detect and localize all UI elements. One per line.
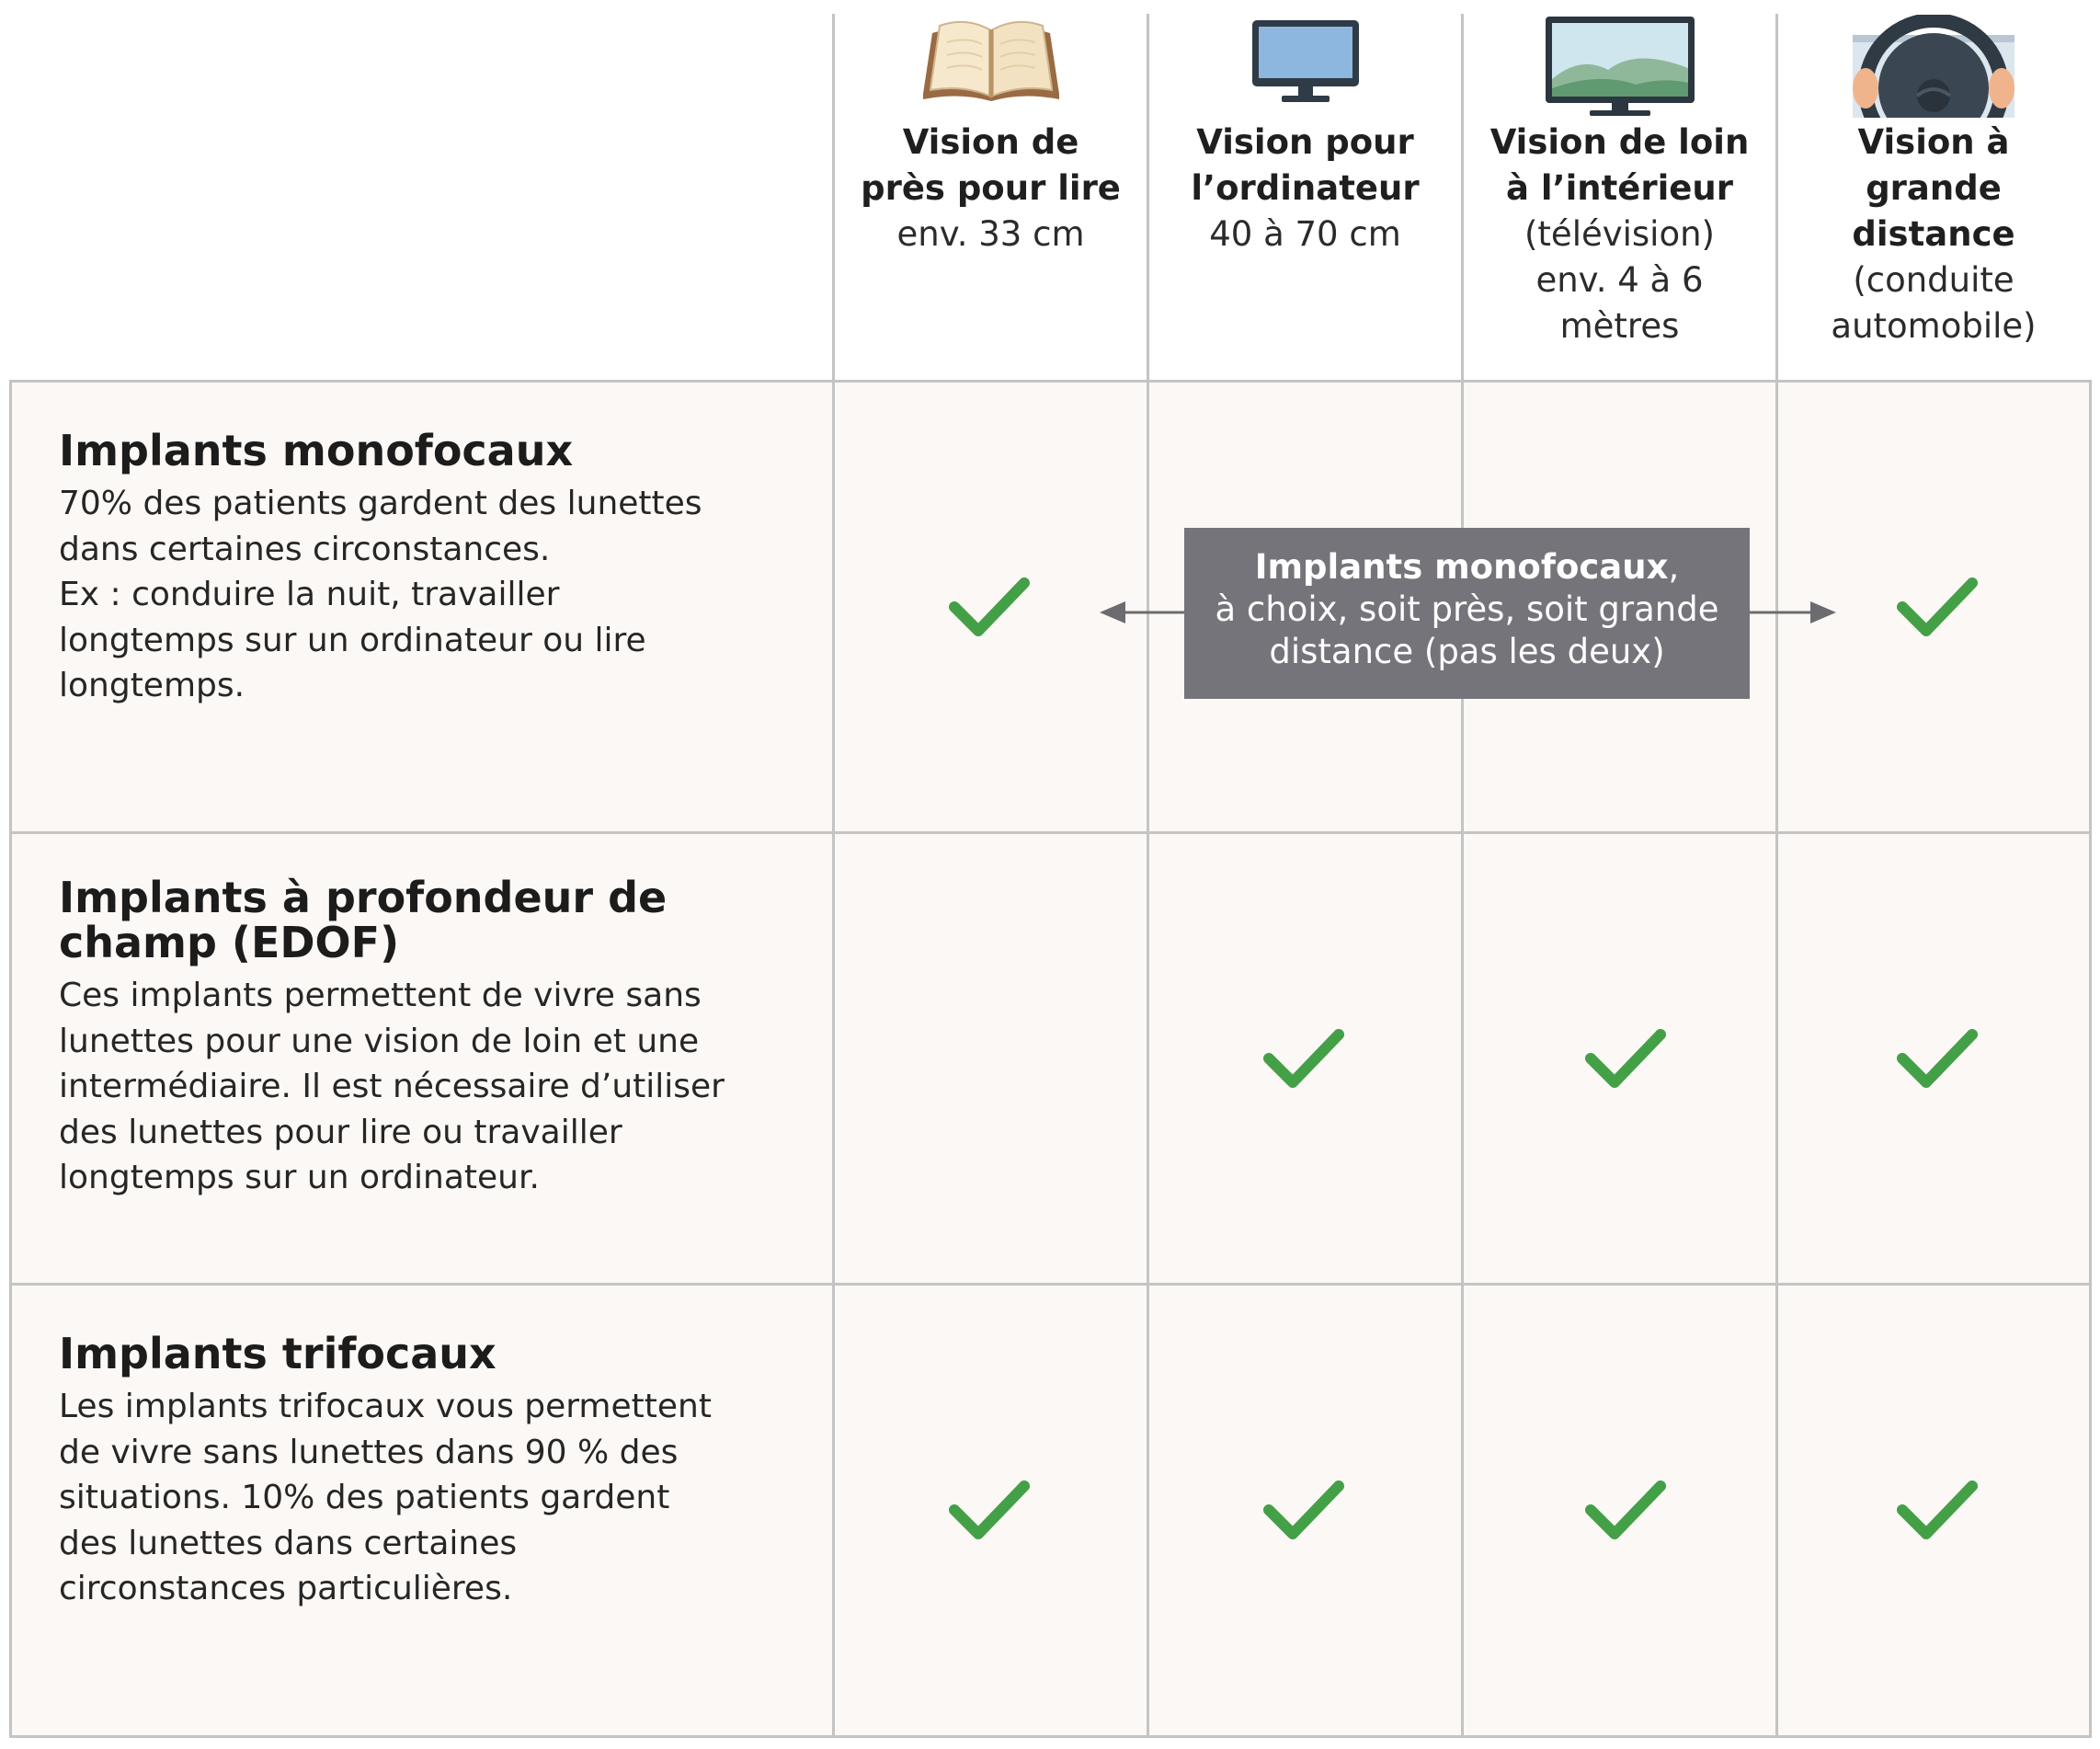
row-description-line: longtemps sur un ordinateur. <box>59 1159 540 1196</box>
column-title-line: à l’intérieur <box>1505 168 1733 208</box>
row-title <box>59 875 804 966</box>
row-description-line: intermédiaire. Il est nécessaire d’utiliser <box>59 1068 725 1105</box>
grid-line <box>9 1735 2092 1738</box>
column-subtitle-line: env. 33 cm <box>896 214 1085 254</box>
column-subtitle-line: automobile) <box>1831 306 2037 346</box>
note-title-line <box>1184 546 1750 589</box>
television-icon <box>1544 15 1696 118</box>
checkmark-icon <box>1263 1479 1344 1541</box>
column-title-line: grande <box>1866 168 2002 208</box>
note-title: Implants monofocaux <box>1254 547 1669 587</box>
row-description-line: des lunettes dans certaines <box>59 1524 518 1562</box>
column-title-line: près pour lire <box>861 168 1121 208</box>
row-description-line: situations. 10% des patients gardent <box>59 1479 670 1516</box>
checkmark-icon <box>1585 1027 1666 1090</box>
column-subtitle-line: mètres <box>1559 306 1680 346</box>
row-description <box>59 481 804 709</box>
open-book-icon <box>919 15 1063 107</box>
right-arrow-icon <box>1750 599 1836 626</box>
column-title-line: Vision de <box>902 122 1079 162</box>
checkmark-icon <box>1897 1479 1978 1541</box>
checkmark-icon <box>1897 1027 1978 1090</box>
column-subtitle-line: env. 4 à 6 <box>1535 260 1704 300</box>
note-line: distance (pas les deux) <box>1269 632 1665 671</box>
row-title: Implants monofocaux <box>59 426 574 475</box>
checkmark-icon <box>1897 576 1978 638</box>
row-trifocal <box>59 1329 804 1612</box>
row-description-line: 70% des patients gardent des lunettes <box>59 485 702 522</box>
row-title-line: Implants à profondeur de <box>59 873 668 922</box>
row-title-line: champ (EDOF) <box>59 918 400 967</box>
row-monofocal <box>59 426 804 709</box>
computer-monitor-icon <box>1250 15 1361 107</box>
grid-line <box>2089 381 2092 1738</box>
row-description-line: Ces implants permettent de vivre sans <box>59 977 702 1014</box>
column-subtitle-line: 40 à 70 cm <box>1209 214 1401 254</box>
column-subtitle-line: (télévision) <box>1524 214 1715 254</box>
column-header-indoor <box>1464 0 1775 381</box>
column-title-line: Vision de loin <box>1489 122 1750 162</box>
row-edof <box>59 875 804 1201</box>
row-description-line: circonstances particulières. <box>59 1570 513 1607</box>
row-title: Implants trifocaux <box>59 1329 496 1378</box>
checkmark-icon <box>949 576 1030 638</box>
row-description <box>59 973 804 1201</box>
row-description-line: Ex : conduire la nuit, travailler <box>59 576 560 613</box>
column-header-distance <box>1778 0 2089 381</box>
checkmark-icon <box>1585 1479 1666 1541</box>
column-title-line: distance <box>1852 214 2015 254</box>
row-description-line: longtemps sur un ordinateur ou lire <box>59 621 646 659</box>
steering-wheel-icon <box>1853 15 2014 118</box>
note-title-suffix: , <box>1668 547 1680 587</box>
row-description-line: Les implants trifocaux vous permettent <box>59 1388 712 1425</box>
checkmark-icon <box>949 1479 1030 1541</box>
column-subtitle-line: (conduite <box>1853 260 2014 300</box>
grid-line <box>9 381 12 1738</box>
grid-line <box>9 1283 2092 1286</box>
row-description-line: de vivre sans lunettes dans 90 % des <box>59 1433 679 1471</box>
column-header-near <box>835 0 1147 381</box>
row-description-line: dans certaines circonstances. <box>59 530 551 568</box>
row-description-line: longtemps. <box>59 667 245 704</box>
note-line: à choix, soit près, soit grande <box>1215 589 1719 629</box>
column-title-line: Vision pour <box>1196 122 1414 162</box>
row-description-line: des lunettes pour lire ou travailler <box>59 1113 622 1151</box>
row-description <box>59 1384 804 1612</box>
monofocal-note-box <box>1184 528 1750 699</box>
column-title-line: l’ordinateur <box>1191 168 1420 208</box>
left-arrow-icon <box>1100 599 1186 626</box>
column-header-computer <box>1149 0 1461 381</box>
row-description-line: lunettes pour une vision de loin et une <box>59 1022 700 1060</box>
column-title-line: Vision à <box>1857 122 2010 162</box>
grid-line <box>9 831 2092 834</box>
checkmark-icon <box>1263 1027 1344 1090</box>
